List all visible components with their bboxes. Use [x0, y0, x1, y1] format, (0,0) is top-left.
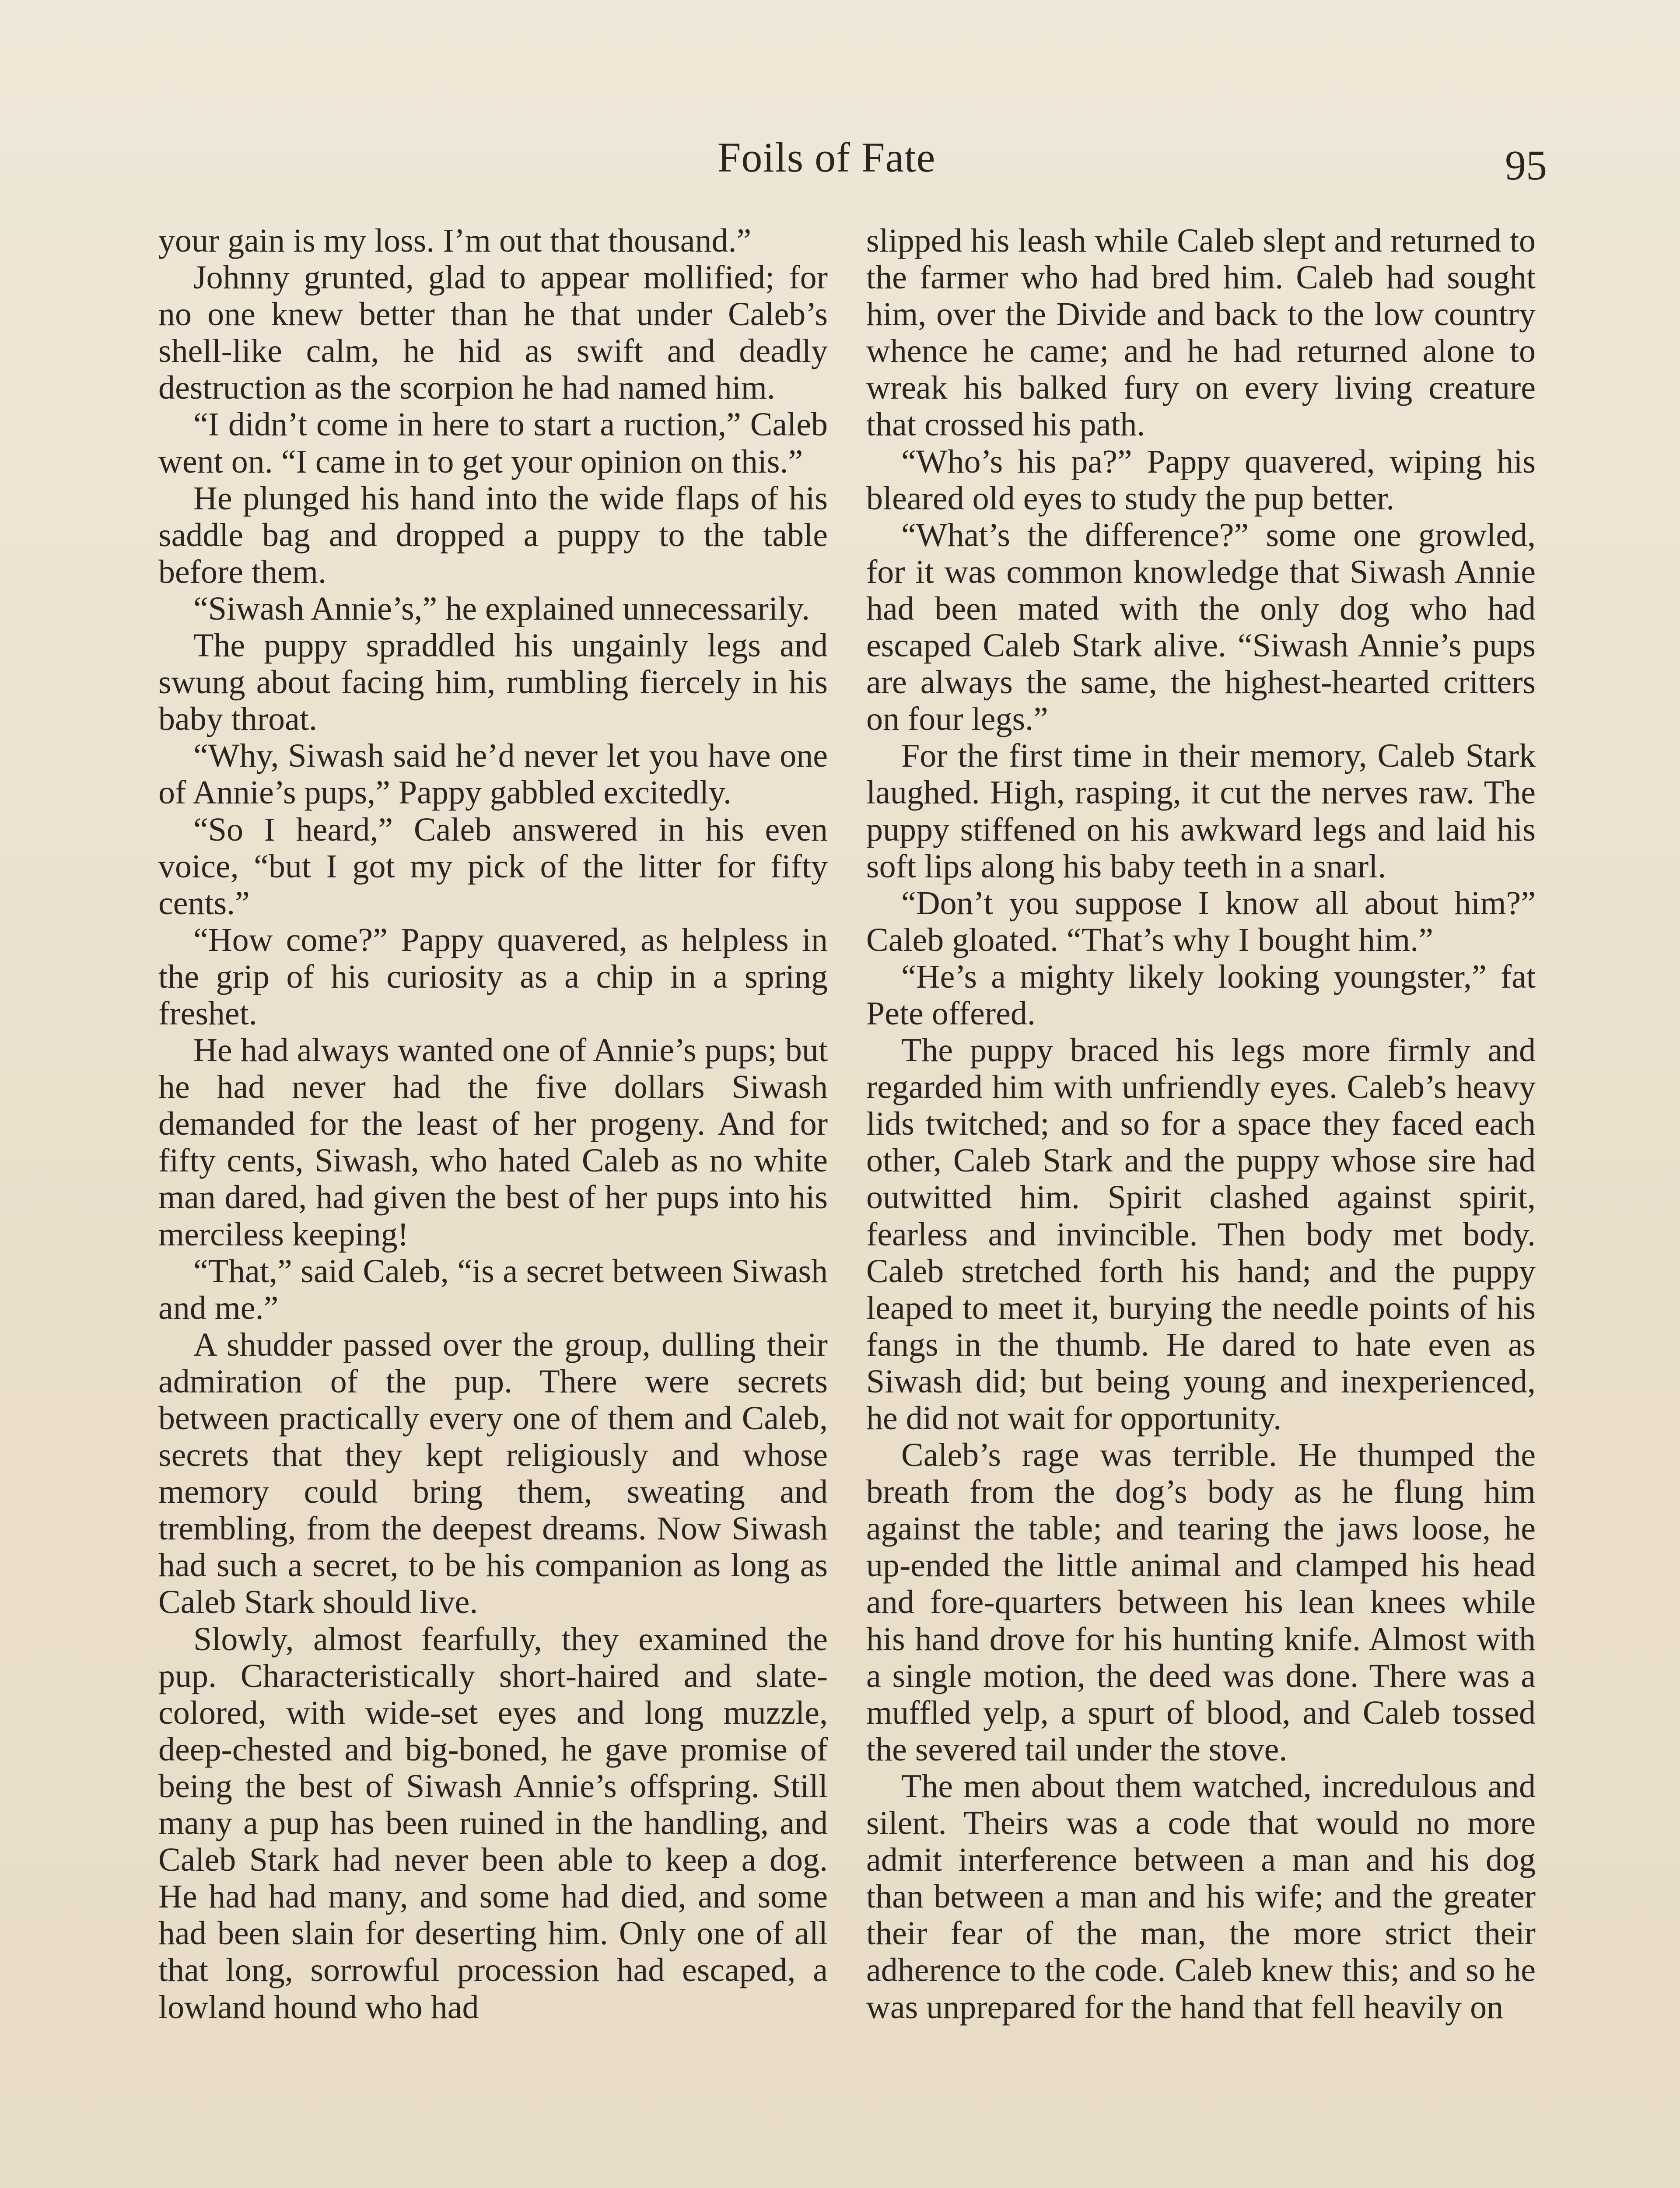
paragraph: “Don’t you suppose I know all about him?” Caleb gloated. “That’s why I bought him.” [866, 884, 1536, 958]
paragraph: For the first time in their memory, Caleb Stark laughed. High, rasping, it cut the nerves raw. The puppy stiffened on his awkward legs and laid his soft lips along his baby teeth in a snarl. [866, 737, 1536, 885]
paragraph: He plunged his hand into the wide flaps of his saddle bag and dropped a puppy to the table before them. [158, 480, 828, 590]
paragraph: “I didn’t come in here to start a ruction,” Caleb went on. “I came in to get your opinion on this.” [158, 406, 828, 480]
paragraph: A shudder passed over the group, dulling their admiration of the pup. There were secrets between practically every one of them and Caleb, secrets that they kept religiously and whose memory could bring them, sweating and trembling, from the deepest dreams. Now Siwash had such a secret, to be his companion as long as Caleb Stark should live. [158, 1326, 828, 1621]
paragraph: slipped his leash while Caleb slept and returned to the farmer who had bred him. Caleb had sought him, over the Divide and back to the low country whence he came; and he had returned alone to wreak his balked fury on every living creature that crossed his path. [866, 222, 1536, 443]
paragraph: The puppy spraddled his ungainly legs and swung about facing him, rumbling fiercely in his baby throat. [158, 627, 828, 738]
paragraph: your gain is my loss. I’m out that thousand.” [158, 222, 752, 259]
paragraph: “Why, Siwash said he’d never let you have one of Annie’s pups,” Pappy gabbled excitedly. [158, 737, 828, 811]
paragraph: “How come?” Pappy quavered, as helpless in the grip of his curiosity as a chip in a spring freshet. [158, 921, 828, 1032]
running-head [0, 127, 1680, 188]
paragraph: Slowly, almost fearfully, they examined the pup. Characteristically short-haired and slate-colored, with wide-set eyes and long muzzle, deep-chested and big-boned, he gave promise of being the best of Siwash Annie’s offspring. Still many a pup has been ruined in the handling, and Caleb Stark had never been able to keep a dog. He had had many, and some had died, and some had been slain for deserting him. Only one of all that long, sorrowful procession had escaped, a lowland hound who had [158, 1620, 828, 2026]
paragraph: “So I heard,” Caleb answered in his even voice, “but I got my pick of the litter for fifty cents.” [158, 811, 828, 922]
page-number: 95 [1505, 142, 1547, 189]
paragraph: “What’s the difference?” some one growled, for it was common knowledge that Siwash Annie had been mated with the only dog who had escaped Caleb Stark alive. “Siwash Annie’s pups are always the same, the highest-hearted critters on four legs.” [866, 516, 1536, 738]
paragraph: “He’s a mighty likely looking youngster,” fat Pete offered. [866, 958, 1536, 1032]
paragraph: Caleb’s rage was terrible. He thumped the breath from the dog’s body as he flung him against the table; and tearing the jaws loose, he up-ended the little animal and clamped his head and fore-quarters between his lean knees while his hand drove for his hunting knife. Almost with a single motion, the deed was done. There was a muffled yelp, a spurt of blood, and Caleb tossed the severed tail under the stove. [866, 1437, 1536, 1768]
running-title: Foils of Fate [718, 134, 936, 181]
paragraph: “That,” said Caleb, “is a secret between Siwash and me.” [158, 1252, 828, 1326]
paragraph: “Siwash Annie’s,” he explained unnecessarily. [193, 590, 810, 627]
left-column [158, 222, 828, 2026]
paragraph: Johnny grunted, glad to appear mollified; for no one knew better than he that under Caleb’s shell-like calm, he hid as swift and deadly destruction as the scorpion he had named him. [158, 259, 828, 407]
paragraph: The men about them watched, incredulous and silent. Theirs was a code that would no more admit interference between a man and his dog than between a man and his wife; and the greater their fear of the man, the more strict their adherence to the code. Caleb knew this; and so he was unprepared for the hand that fell heavily on [866, 1767, 1536, 2026]
right-column [866, 222, 1536, 2026]
paragraph: He had always wanted one of Annie’s pups; but he had never had the five dollars Siwash demanded for the least of her progeny. And for fifty cents, Siwash, who hated Caleb as no white man dared, had given the best of her pups into his merciless keeping! [158, 1032, 828, 1253]
paragraph: “Who’s his pa?” Pappy quavered, wiping his bleared old eyes to study the pup better. [866, 443, 1536, 517]
paragraph: The puppy braced his legs more firmly and regarded him with unfriendly eyes. Caleb’s heavy lids twitched; and so for a space they faced each other, Caleb Stark and the puppy whose sire had outwitted him. Spirit clashed against spirit, fearless and invincible. Then body met body. Caleb stretched forth his hand; and the puppy leaped to meet it, burying the needle points of his fangs in the thumb. He dared to hate even as Siwash did; but being young and inexperienced, he did not wait for opportunity. [866, 1032, 1536, 1437]
